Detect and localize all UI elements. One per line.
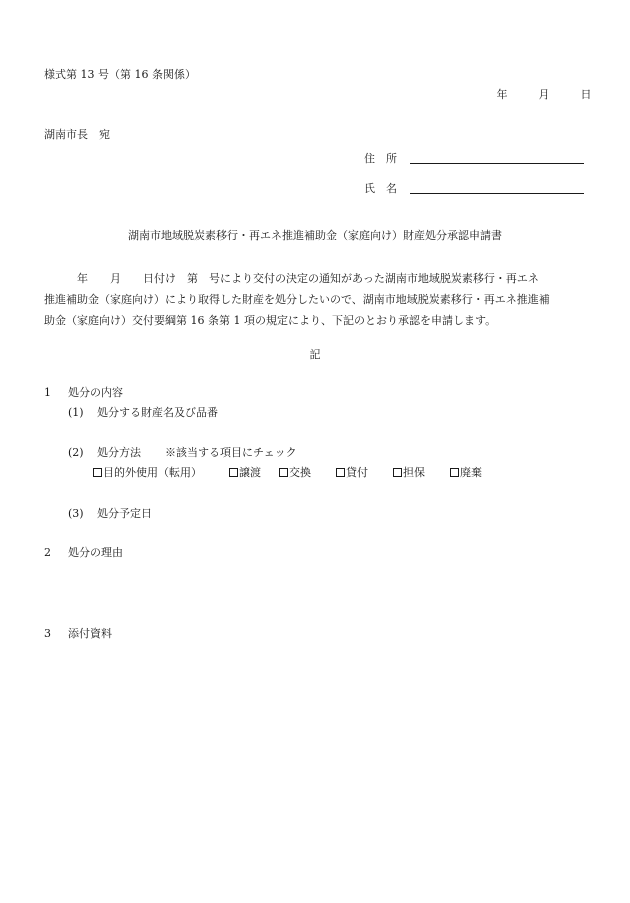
method-label: 交換 xyxy=(289,466,311,479)
disposal-method-checkboxes xyxy=(93,467,482,478)
name-input-line[interactable] xyxy=(410,192,584,194)
address-field xyxy=(364,153,584,164)
method-option[interactable] xyxy=(450,467,482,478)
section-1-heading xyxy=(44,387,123,398)
section-1-2-number: (2) xyxy=(68,446,84,459)
section-1-label: 処分の内容 xyxy=(68,386,123,399)
address-label: 住 所 xyxy=(364,152,397,165)
section-1-3-label: 処分予定日 xyxy=(97,507,152,520)
method-option[interactable] xyxy=(393,467,425,478)
addressee: 湖南市長 宛 xyxy=(44,128,110,141)
method-label: 担保 xyxy=(403,466,425,479)
section-1-1-label: 処分する財産名及び品番 xyxy=(97,406,218,419)
section-2-number: 2 xyxy=(44,546,51,559)
checkbox-icon[interactable] xyxy=(393,468,402,477)
check-instruction-note: ※該当する項目にチェック xyxy=(165,446,297,459)
section-1-number: 1 xyxy=(44,386,51,399)
form-number: 様式第 13 号（第 16 条関係） xyxy=(44,68,196,81)
body-line-2: 推進補助金（家庭向け）により取得した財産を処分したいので、湖南市地域脱炭素移行・再エネ推進補 xyxy=(44,293,550,306)
date-year-label: 年 xyxy=(496,88,508,101)
method-option[interactable] xyxy=(93,467,202,478)
date-day-label: 日 xyxy=(580,88,592,101)
date-month-label: 月 xyxy=(538,88,550,101)
section-2-label: 処分の理由 xyxy=(68,546,123,559)
section-3-heading xyxy=(44,628,112,639)
method-label: 廃棄 xyxy=(460,466,482,479)
body-line-1: 年 月 日付け 第 号により交付の決定の通知があった湖南市地域脱炭素移行・再エネ xyxy=(44,272,539,285)
checkbox-icon[interactable] xyxy=(229,468,238,477)
section-2-heading xyxy=(44,547,123,558)
date-line xyxy=(493,89,592,100)
name-field xyxy=(364,183,584,194)
checkbox-icon[interactable] xyxy=(450,468,459,477)
checkbox-icon[interactable] xyxy=(93,468,102,477)
method-option[interactable] xyxy=(336,467,368,478)
checkbox-icon[interactable] xyxy=(336,468,345,477)
name-label: 氏 名 xyxy=(364,182,397,195)
address-input-line[interactable] xyxy=(410,162,584,164)
section-1-2 xyxy=(68,447,297,458)
section-1-2-label: 処分方法 xyxy=(97,446,141,459)
ki-heading: 記 xyxy=(309,348,321,361)
checkbox-icon[interactable] xyxy=(279,468,288,477)
document-title: 湖南市地域脱炭素移行・再エネ推進補助金（家庭向け）財産処分承認申請書 xyxy=(128,229,502,242)
section-1-1 xyxy=(68,407,218,418)
method-label: 譲渡 xyxy=(239,466,261,479)
method-label: 目的外使用（転用） xyxy=(103,466,202,479)
method-label: 貸付 xyxy=(346,466,368,479)
body-line-3: 助金（家庭向け）交付要綱第 16 条第 1 項の規定により、下記のとおり承認を申請します。 xyxy=(44,314,497,327)
section-1-1-number: (1) xyxy=(68,406,84,419)
method-option[interactable] xyxy=(279,467,311,478)
section-3-label: 添付資料 xyxy=(68,627,112,640)
section-1-3 xyxy=(68,508,152,519)
section-3-number: 3 xyxy=(44,627,51,640)
section-1-3-number: (3) xyxy=(68,507,84,520)
application-body xyxy=(44,268,587,331)
method-option[interactable] xyxy=(229,467,261,478)
